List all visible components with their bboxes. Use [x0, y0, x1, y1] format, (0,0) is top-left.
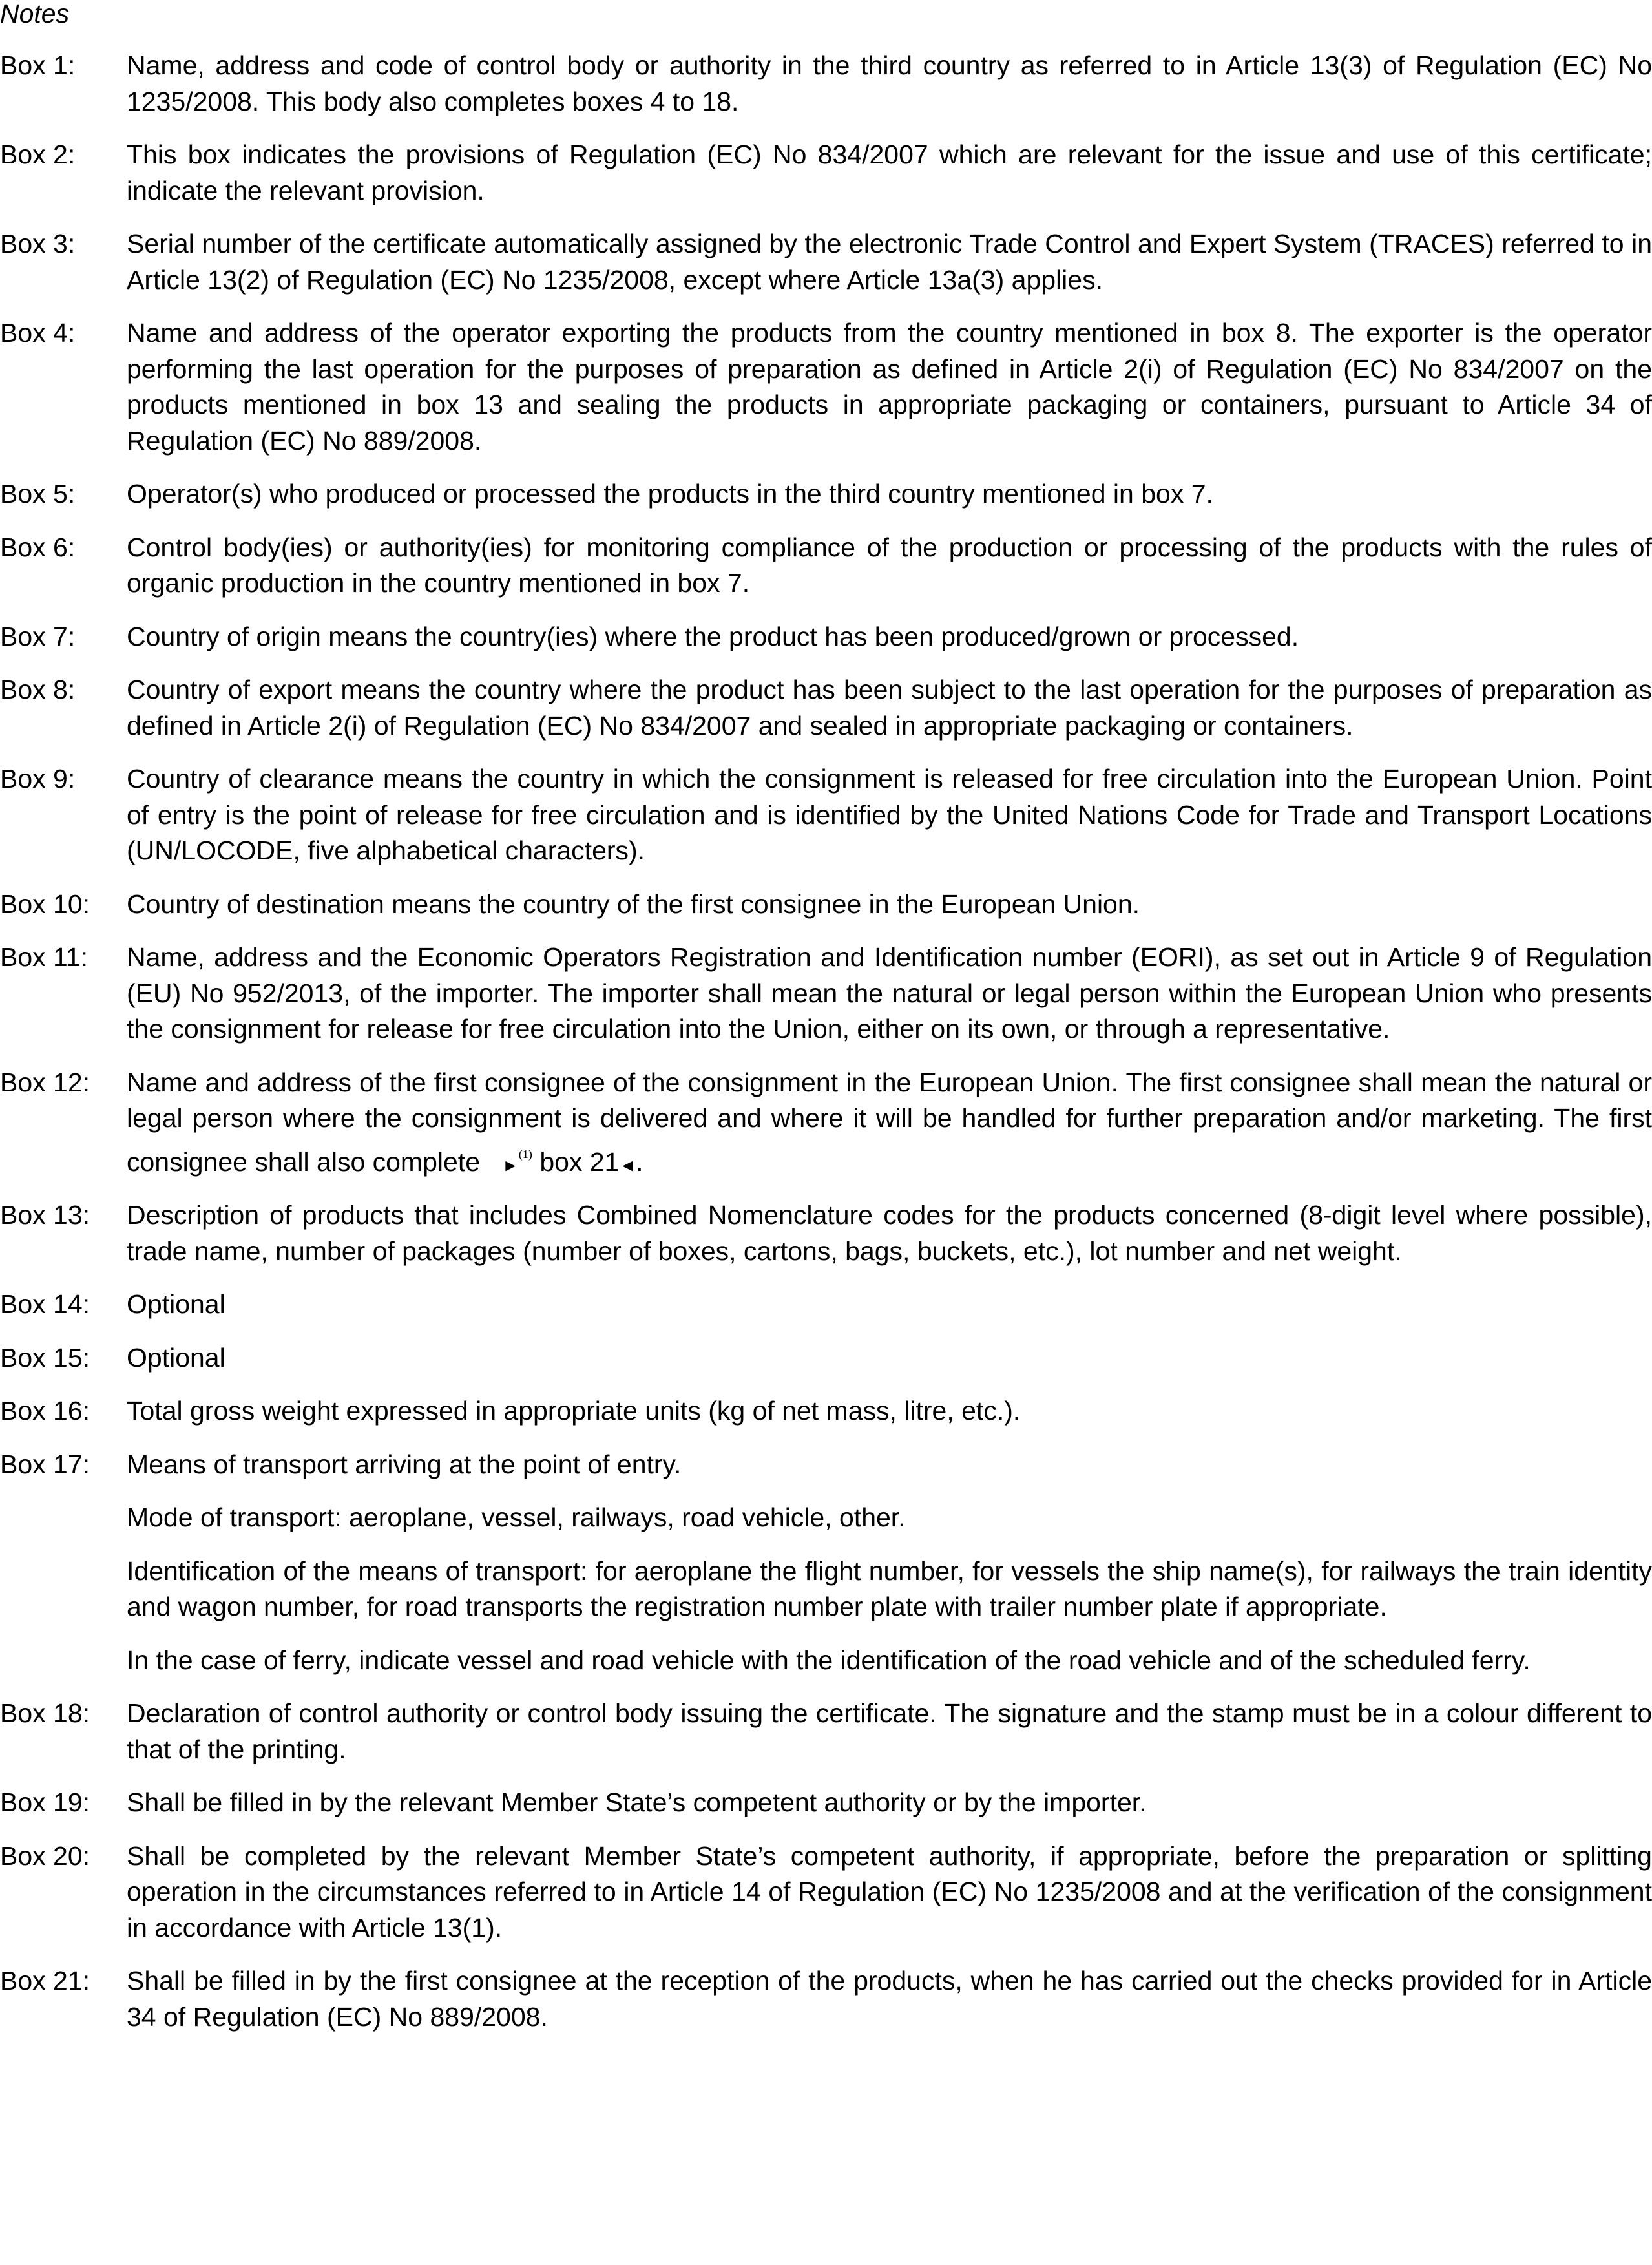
note-text: Name and address of the operator exporting the products from the country mentioned in box 8. The exporter is the operator performing the last operation for the purposes of preparation as defined in Article 2(i) of Regulation (EC) No 834/2007 on the products mentioned in box 13 and sealing the products in appropriate packaging or containers, pursuant to Article 34 of Regulation (EC) No 889/2008. [127, 318, 1652, 456]
notes-heading: Notes [0, 0, 70, 28]
note-paragraph [127, 887, 1652, 923]
note-body [127, 940, 1652, 1048]
note-paragraph [127, 315, 1652, 459]
note-paragraph [127, 1065, 1652, 1181]
note-box-19 [0, 1785, 1652, 1821]
amendment-start-marker-icon: ► [502, 1155, 519, 1175]
note-box-6 [0, 530, 1652, 602]
note-label: Box 16: [0, 1396, 90, 1426]
note-label: Box 2: [0, 140, 76, 169]
note-paragraph [127, 1500, 1652, 1536]
note-box-21 [0, 1963, 1652, 2035]
note-text: Name, address and code of control body or authority in the third country as referred to in Article 13(3) of Regulation (EC) No 1235/2008. This body also completes boxes 4 to 18. [127, 50, 1652, 116]
note-box-11 [0, 940, 1652, 1048]
note-paragraph [127, 1340, 1652, 1376]
note-paragraph [127, 1447, 1652, 1483]
note-label: Box 18: [0, 1698, 90, 1728]
note-label: Box 9: [0, 764, 76, 794]
note-body [127, 226, 1652, 298]
note-paragraph [127, 672, 1652, 744]
note-box-17 [0, 1447, 1652, 1679]
note-box-2 [0, 137, 1652, 209]
note-label: Box 15: [0, 1342, 90, 1373]
note-paragraph [127, 940, 1652, 1048]
note-text: Country of export means the country where the product has been subject to the last operation for the purposes of preparation as defined in Article 2(i) of Regulation (EC) No 834/2007 and sealed in appropriate packaging or containers. [127, 675, 1652, 741]
note-paragraph [127, 1287, 1652, 1323]
note-text: Name, address and the Economic Operators Registration and Identification number (EORI), as set out in Article 9 of Regulation (EU) No 952/2013, of the importer. The importer shall mean the natural or legal person within the European Union who presents the consignment for release for free circulation into the Union, either on its own, or through a representative. [127, 942, 1652, 1044]
note-body [127, 530, 1652, 602]
note-box-20 [0, 1838, 1652, 1946]
note-body [127, 1287, 1652, 1323]
note-text: Optional [127, 1289, 225, 1319]
note-label: Box 14: [0, 1289, 90, 1319]
note-body [127, 1785, 1652, 1821]
note-body [127, 1197, 1652, 1269]
note-body [127, 137, 1652, 209]
note-text: Shall be completed by the relevant Member State’s competent authority, if appropriate, before the preparation or splitting operation in the circumstances referred to in Article 14 of Regulation (EC) No 1235/2008 and at the verification of the consignment in accordance with Article 13(1). [127, 1840, 1652, 1943]
note-box-13 [0, 1197, 1652, 1269]
note-label: Box 19: [0, 1787, 90, 1817]
note-body [127, 1838, 1652, 1946]
note-body [127, 1340, 1652, 1376]
note-body [127, 1393, 1652, 1429]
note-text: Optional [127, 1342, 225, 1373]
note-paragraph [127, 530, 1652, 602]
note-text: Description of products that includes Combined Nomenclature codes for the products concerned (8-digit level where possible), trade name, number of packages (number of boxes, cartons, bags, buckets, etc.), lot number and net weight. [127, 1200, 1652, 1266]
note-paragraph [127, 761, 1652, 869]
note-paragraph [127, 1696, 1652, 1767]
note-body [127, 887, 1652, 923]
note-text: Shall be filled in by the relevant Member State’s competent authority or by the importer. [127, 1787, 1147, 1817]
note-label: Box 4: [0, 318, 76, 348]
note-body [127, 315, 1652, 459]
note-label: Box 8: [0, 675, 76, 704]
note-label: Box 11: [0, 942, 88, 972]
note-label: Box 3: [0, 229, 76, 258]
note-text: Total gross weight expressed in appropriate units (kg of net mass, litre, etc.). [127, 1396, 1021, 1426]
note-body [127, 48, 1652, 120]
note-body [127, 761, 1652, 869]
note-body [127, 1065, 1652, 1181]
note-paragraph [127, 1785, 1652, 1821]
note-paragraph [127, 137, 1652, 209]
note-text: Shall be filled in by the first consignee at the reception of the products, when he has carried out the checks provided for in Article 34 of Regulation (EC) No 889/2008. [127, 1966, 1652, 2032]
note-label: Box 20: [0, 1840, 90, 1871]
note-paragraph [127, 476, 1652, 512]
note-box-12 [0, 1065, 1652, 1181]
note-paragraph [127, 1963, 1652, 2035]
note-text: Means of transport arriving at the point of entry. [127, 1449, 682, 1479]
notes-list [0, 48, 1652, 2035]
note-text: This box indicates the provisions of Regulation (EC) No 834/2007 which are relevant for the issue and use of this certificate; indicate the relevant provision. [127, 140, 1652, 205]
note-box-4 [0, 315, 1652, 459]
note-box-15 [0, 1340, 1652, 1376]
note-text: Country of clearance means the country in which the consignment is released for free circulation into the European Union. Point of entry is the point of release for free circulation and is identified by the United Nations Code for Trade and Transport Locations (UN/LOCODE, five alphabetical characters). [127, 764, 1652, 865]
note-paragraph [127, 48, 1652, 120]
note-body [127, 1963, 1652, 2035]
note-text: Serial number of the certificate automatically assigned by the electronic Trade Control and Expert System (TRACES) referred to in Article 13(2) of Regulation (EC) No 1235/2008, except where Article 13a(3) applies. [127, 229, 1652, 295]
note-text: Declaration of control authority or control body issuing the certificate. The signature and the stamp must be in a colour different to that of the printing. [127, 1698, 1652, 1764]
note-label: Box 13: [0, 1200, 90, 1230]
note-paragraph [127, 1197, 1652, 1269]
note-box-1 [0, 48, 1652, 120]
note-text: Mode of transport: aeroplane, vessel, railways, road vehicle, other. [127, 1502, 906, 1532]
note-box-10 [0, 887, 1652, 923]
note-body [127, 1696, 1652, 1767]
note-box-16 [0, 1393, 1652, 1429]
amendment-reference: (1) [518, 1147, 532, 1161]
amendment-text: box 21 [532, 1146, 620, 1177]
amendment-tail: . [636, 1146, 643, 1177]
note-label: Box 10: [0, 889, 90, 919]
note-text: Name and address of the first consignee of the consignment in the European Union. The first consignee shall mean the natural or legal person where the consignment is delivered and where it will be handled for further preparation and/or marketing. The first consignee shall also complete [127, 1067, 1652, 1177]
note-label: Box 6: [0, 532, 76, 562]
note-box-18 [0, 1696, 1652, 1767]
note-box-14 [0, 1287, 1652, 1323]
note-body [127, 1447, 1652, 1679]
note-text: Control body(ies) or authority(ies) for monitoring compliance of the production or processing of the products with the rules of organic production in the country mentioned in box 7. [127, 532, 1652, 598]
note-body [127, 619, 1652, 655]
note-paragraph [127, 1393, 1652, 1429]
note-box-8 [0, 672, 1652, 744]
note-text: Country of destination means the country of the first consignee in the European Union. [127, 889, 1140, 919]
note-label: Box 21: [0, 1966, 90, 1996]
note-paragraph [127, 226, 1652, 298]
note-label: Box 12: [0, 1067, 90, 1097]
amendment-end-marker-icon: ◄ [619, 1155, 636, 1175]
note-body [127, 476, 1652, 512]
note-label: Box 1: [0, 50, 76, 80]
note-label: Box 17: [0, 1449, 90, 1479]
note-paragraph [127, 1554, 1652, 1625]
note-box-9 [0, 761, 1652, 869]
note-body [127, 672, 1652, 744]
note-box-7 [0, 619, 1652, 655]
note-label: Box 7: [0, 621, 76, 651]
note-paragraph [127, 1643, 1652, 1679]
note-paragraph [127, 1838, 1652, 1946]
note-paragraph [127, 619, 1652, 655]
note-text: Operator(s) who produced or processed the products in the third country mentioned in box 7. [127, 479, 1213, 509]
note-text: In the case of ferry, indicate vessel and road vehicle with the identification of the road vehicle and of the scheduled ferry. [127, 1645, 1531, 1675]
note-text: Identification of the means of transport: for aeroplane the flight number, for vessels the ship name(s), for railways the train identity and wagon number, for road transports the registration number plate with trailer number plate if appropriate. [127, 1555, 1652, 1621]
note-box-5 [0, 476, 1652, 512]
note-label: Box 5: [0, 479, 76, 509]
note-box-3 [0, 226, 1652, 298]
note-text: Country of origin means the country(ies) where the product has been produced/grown or processed. [127, 621, 1299, 651]
